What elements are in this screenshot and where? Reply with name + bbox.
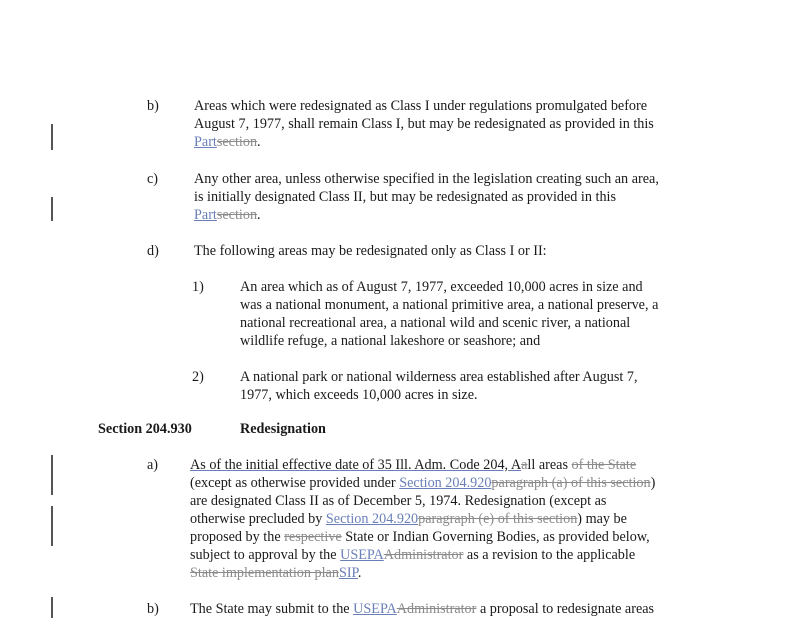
text: ) bbox=[650, 475, 656, 491]
subitem-label: 2) bbox=[192, 369, 204, 385]
inserted-text: Part bbox=[194, 134, 217, 150]
subitem-text-line: An area which as of August 7, 1977, exceeded 10,000 acres in size and bbox=[240, 279, 643, 295]
section-title: Redesignation bbox=[240, 421, 326, 437]
deleted-text: section bbox=[216, 207, 258, 223]
text: ll areas bbox=[527, 457, 572, 473]
item-text-line bbox=[190, 600, 654, 618]
inserted-text: Section 204.920 bbox=[325, 511, 419, 527]
subitem-text-line: 1977, which exceeds 10,000 acres in size. bbox=[240, 387, 478, 403]
text: otherwise precluded by bbox=[190, 511, 326, 527]
subitem-label: 1) bbox=[192, 279, 204, 295]
inserted-text: Section 204.920 bbox=[399, 475, 492, 491]
deleted-text: Administrator bbox=[396, 601, 477, 617]
item-text-line: Any other area, unless otherwise specified in the legislation creating such an area, bbox=[194, 171, 659, 187]
deleted-text: of the State bbox=[571, 457, 637, 473]
text: a proposal to redesignate areas bbox=[476, 601, 655, 617]
text: or Indian Governing Bodies, as provided below, bbox=[373, 529, 650, 545]
item-text-line bbox=[190, 510, 627, 528]
item-text-line bbox=[190, 546, 635, 564]
deleted-text: respective bbox=[284, 529, 342, 545]
subitem-text-line: A national park or national wilderness area established after August 7, bbox=[240, 369, 638, 385]
item-text-line bbox=[190, 528, 650, 546]
item-label: b) bbox=[147, 98, 159, 114]
change-bar bbox=[51, 455, 53, 495]
item-label: a) bbox=[147, 457, 159, 473]
item-text-line bbox=[190, 474, 655, 492]
subitem-text-line: wildlife refuge, a national lakeshore or seashore; and bbox=[240, 333, 541, 349]
text: State bbox=[341, 529, 374, 545]
inserted-text: Part bbox=[194, 207, 217, 223]
item-label: b) bbox=[147, 601, 159, 617]
deleted-text: State implementation plan bbox=[190, 565, 339, 581]
text: ) may be bbox=[577, 511, 627, 527]
inserted-text: SIP bbox=[338, 565, 358, 581]
punctuation: . bbox=[357, 565, 362, 581]
subitem-text-line: national recreational area, a national wild and scenic river, a national bbox=[240, 315, 631, 331]
inserted-text: USEPA bbox=[340, 547, 384, 563]
item-text-line: is initially designated Class II, but may be redesignated as provided in this bbox=[194, 189, 616, 205]
item-text-line: The following areas may be redesignated only as Class I or II: bbox=[194, 243, 547, 259]
item-label: d) bbox=[147, 243, 159, 259]
item-text-line bbox=[190, 456, 636, 474]
item-label: c) bbox=[147, 171, 159, 187]
punctuation: . bbox=[257, 134, 261, 150]
change-bar bbox=[51, 506, 53, 546]
section-number: Section 204.930 bbox=[98, 421, 192, 437]
item-text-line bbox=[190, 564, 361, 582]
deleted-text: a bbox=[521, 457, 528, 473]
deleted-text: paragraph (e) of this section bbox=[418, 511, 578, 527]
item-text-line: are designated Class II as of December 5, 1974. Redesignation (except as bbox=[190, 493, 607, 509]
deleted-text: section bbox=[216, 134, 258, 150]
punctuation: . bbox=[257, 207, 261, 223]
inserted-text: USEPA bbox=[353, 601, 397, 617]
change-bar bbox=[51, 597, 53, 618]
change-bar bbox=[51, 124, 53, 150]
item-text-line: August 7, 1977, shall remain Class I, but may be redesignated as provided in this bbox=[194, 116, 654, 132]
item-text-line bbox=[194, 206, 261, 224]
text: as a revision to the applicable bbox=[463, 547, 636, 563]
change-bar bbox=[51, 197, 53, 221]
deleted-text: Administrator bbox=[383, 547, 464, 563]
inserted-text: As of the initial effective date of 35 Ill. Adm. Code 204, A bbox=[190, 457, 522, 473]
text: (except as otherwise provided under bbox=[190, 475, 400, 491]
subitem-text-line: was a national monument, a national primitive area, a national preserve, a bbox=[240, 297, 659, 313]
text: subject to approval by the bbox=[190, 547, 341, 563]
text: The State may submit to the bbox=[190, 601, 354, 617]
item-text-line: Areas which were redesignated as Class I under regulations promulgated before bbox=[194, 98, 648, 114]
text: proposed by the bbox=[190, 529, 285, 545]
item-text-line bbox=[194, 133, 261, 151]
deleted-text: paragraph (a) of this section bbox=[491, 475, 651, 491]
